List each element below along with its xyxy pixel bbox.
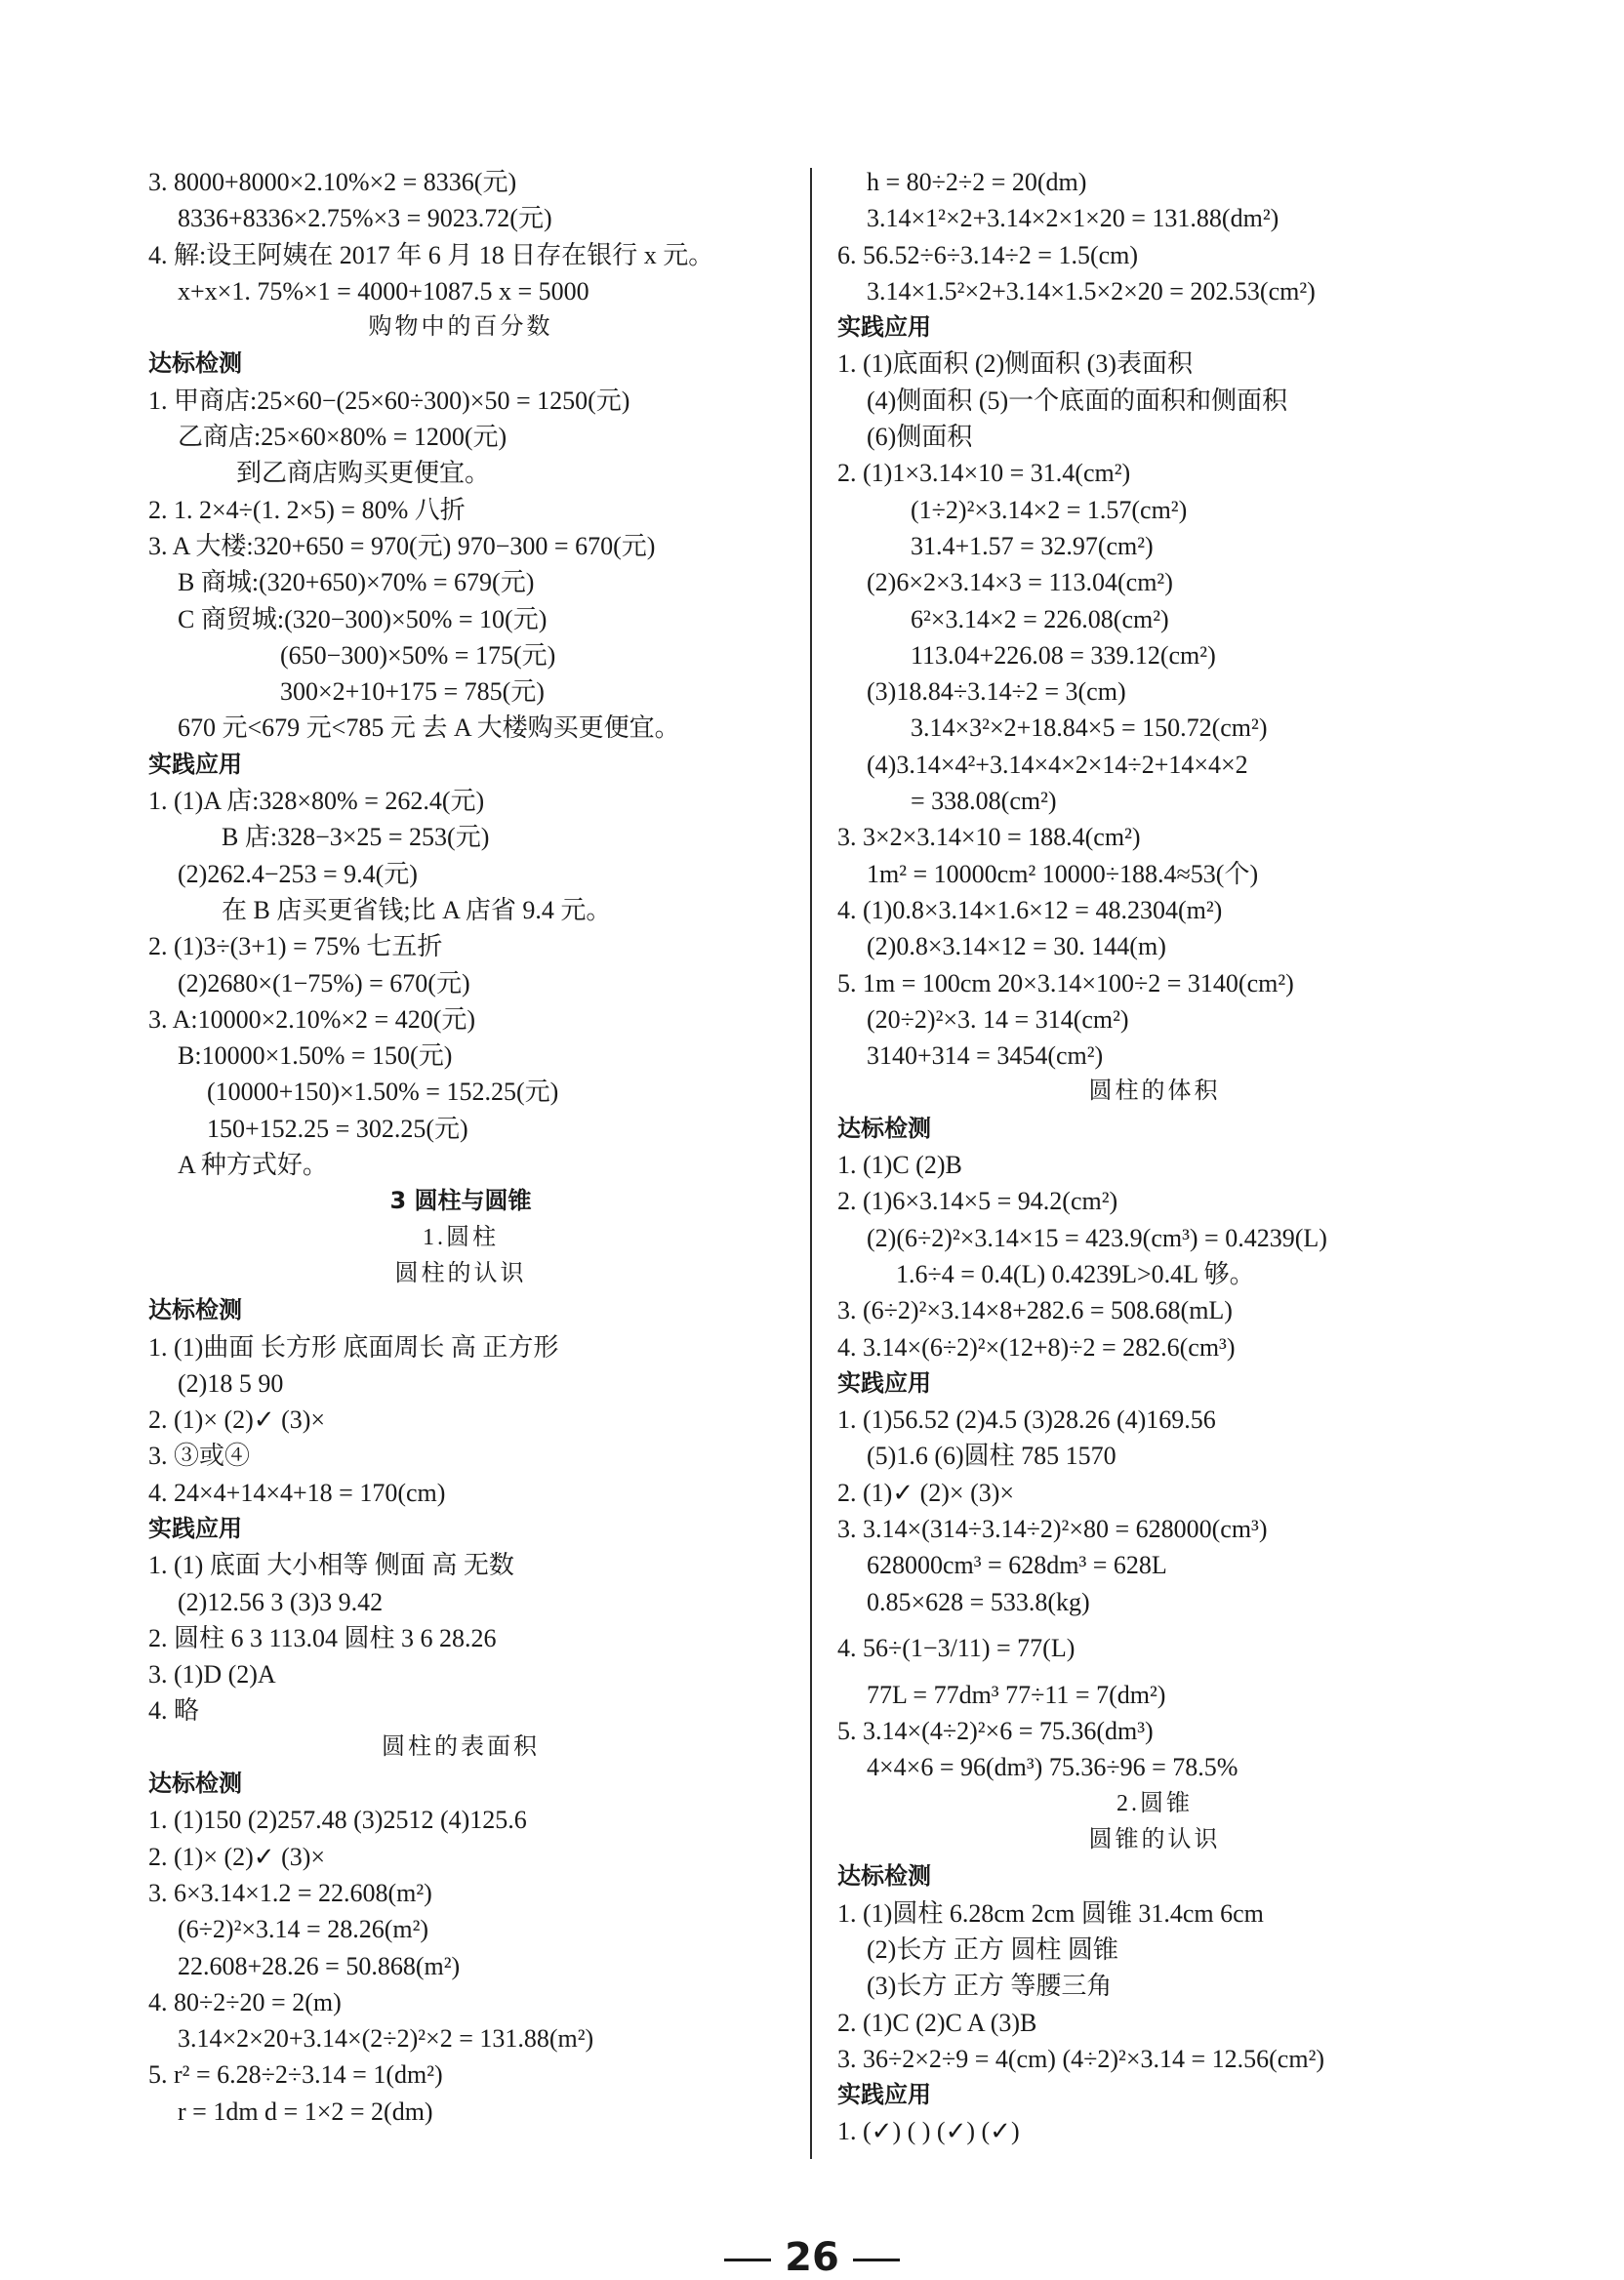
answer-line: 到乙商店购买更便宜。: [236, 459, 491, 488]
answer-line: A 种方式好。: [178, 1151, 328, 1180]
answer-line: 3.14×1.5²×2+3.14×1.5×2×20 = 202.53(cm²): [867, 276, 1316, 305]
answer-line: (2)12.56 3 (3)3 9.42: [178, 1587, 384, 1616]
answer-line: (1÷2)²×3.14×2 = 1.57(cm²): [911, 495, 1188, 524]
answer-line: 31.4+1.57 = 32.97(cm²): [911, 531, 1154, 560]
section-heading: 达标检测: [837, 1862, 931, 1891]
answer-line: 3. 8000+8000×2.10%×2 = 8336(元): [148, 168, 517, 196]
answer-line: (2)(6÷2)²×3.14×15 = 423.9(cm³) = 0.4239(L): [867, 1223, 1327, 1252]
answer-line: (2)0.8×3.14×12 = 30. 144(m): [867, 932, 1166, 961]
answer-line: 3. (6÷2)²×3.14×8+282.6 = 508.68(mL): [837, 1296, 1233, 1325]
page-number: [0, 2235, 1624, 2280]
answer-line: 4. 略: [148, 1696, 200, 1726]
right-column: [837, 164, 1472, 2150]
answer-line: 5. r² = 6.28÷2÷3.14 = 1(dm²): [148, 2060, 443, 2090]
answer-line: 2. (1)C (2)C A (3)B: [837, 2008, 1037, 2037]
answer-line: (4)3.14×4²+3.14×4×2×14÷2+14×4×2: [867, 750, 1248, 779]
answer-line: 4. 3.14×(6÷2)²×(12+8)÷2 = 282.6(cm³): [837, 1332, 1236, 1362]
answer-line: r = 1dm d = 1×2 = 2(dm): [178, 2097, 433, 2126]
topic-title: 2.圆锥: [1116, 1790, 1193, 1816]
answer-line: C 商贸城:(320−300)×50% = 10(元): [178, 604, 548, 633]
section-heading: 达标检测: [148, 1296, 242, 1324]
answer-line: 1. (1)150 (2)257.48 (3)2512 (4)125.6: [148, 1806, 527, 1835]
answer-line: (6÷2)²×3.14 = 28.26(m²): [178, 1915, 429, 1944]
page-number-rule-left: [724, 2259, 771, 2261]
answer-line: 6. 56.52÷6÷3.14÷2 = 1.5(cm): [837, 240, 1139, 269]
answer-line: 1. (1)56.52 (2)4.5 (3)28.26 (4)169.56: [837, 1405, 1216, 1435]
answer-line: (2)2680×(1−75%) = 670(元): [178, 968, 470, 998]
answer-line: 1. (1)曲面 长方形 底面周长 高 正方形: [148, 1332, 559, 1362]
answer-line: (5)1.6 (6)圆柱 785 1570: [867, 1442, 1116, 1471]
answer-line: 4. 56÷(1−3/11) = 77(L): [837, 1633, 1076, 1662]
answer-line: 3.14×2×20+3.14×(2÷2)²×2 = 131.88(m²): [178, 2024, 594, 2054]
answer-line: (3)长方 正方 等腰三角: [867, 1972, 1113, 2001]
answer-line: (10000+150)×1.50% = 152.25(元): [207, 1078, 559, 1107]
answer-line: 670 元<679 元<785 元 去 A 大楼购买更便宜。: [178, 713, 680, 743]
answer-line: (4)侧面积 (5)一个底面的面积和侧面积: [867, 386, 1288, 415]
section-heading: 实践应用: [148, 1514, 242, 1542]
section-heading: 实践应用: [837, 2081, 931, 2109]
topic-title: 圆柱的体积: [1088, 1079, 1221, 1105]
section-heading: 达标检测: [148, 349, 242, 378]
answer-line: 1. (1)A 店:328×80% = 262.4(元): [148, 787, 485, 816]
column-divider: [810, 168, 812, 2159]
answer-line: 4. 80÷2÷20 = 2(m): [148, 1987, 342, 2016]
answer-line: 300×2+10+175 = 785(元): [280, 677, 545, 707]
answer-line: 113.04+226.08 = 339.12(cm²): [911, 640, 1216, 670]
answer-line: 4×4×6 = 96(dm³) 75.36÷96 = 78.5%: [867, 1753, 1238, 1782]
section-heading: 实践应用: [148, 750, 242, 778]
answer-line: 3. ③或④: [148, 1442, 251, 1471]
answer-line: (20÷2)²×3. 14 = 314(cm²): [867, 1004, 1129, 1034]
left-column: [148, 164, 773, 2130]
answer-line: 1. (1)底面积 (2)侧面积 (3)表面积: [837, 349, 1193, 379]
answer-line: 4. 24×4+14×4+18 = 170(cm): [148, 1478, 446, 1507]
answer-line: B 店:328−3×25 = 253(元): [222, 823, 490, 852]
answer-line: B:10000×1.50% = 150(元): [178, 1041, 453, 1071]
answer-line: 5. 1m = 100cm 20×3.14×100÷2 = 3140(cm²): [837, 968, 1294, 998]
answer-line: 5. 3.14×(4÷2)²×6 = 75.36(dm³): [837, 1717, 1154, 1746]
topic-title: 3 圆柱与圆锥: [389, 1187, 532, 1215]
answer-line: 3. 3×2×3.14×10 = 188.4(cm²): [837, 823, 1141, 852]
topic-title: 1.圆柱: [423, 1224, 499, 1250]
answer-line: 1. (✓) ( ) (✓) (✓): [837, 2117, 1020, 2146]
answer-line: 1. (1)C (2)B: [837, 1151, 962, 1180]
answer-line: 2. (1)× (2)✓ (3)×: [148, 1405, 326, 1435]
answer-line: 1m² = 10000cm² 10000÷188.4≈53(个): [867, 859, 1259, 888]
answer-line: 3. A:10000×2.10%×2 = 420(元): [148, 1004, 476, 1034]
answer-line: 2. 1. 2×4÷(1. 2×5) = 80% 八折: [148, 495, 466, 524]
answer-line: B 商城:(320+650)×70% = 679(元): [178, 568, 535, 597]
section-heading: 实践应用: [837, 313, 931, 342]
answer-line: 2. (1)3÷(3+1) = 75% 七五折: [148, 932, 443, 961]
section-heading: 实践应用: [837, 1368, 931, 1397]
section-heading: 达标检测: [148, 1770, 242, 1798]
answer-line: (2)6×2×3.14×3 = 113.04(cm²): [867, 568, 1173, 597]
answer-line: 3. A 大楼:320+650 = 970(元) 970−300 = 670(元): [148, 531, 656, 560]
answer-line: 2. 圆柱 6 3 113.04 圆柱 3 6 28.26: [148, 1623, 497, 1652]
topic-title: 圆锥的认识: [1088, 1827, 1221, 1853]
answer-line: 3. 36÷2×2÷9 = 4(cm) (4÷2)²×3.14 = 12.56(cm²): [837, 2044, 1325, 2073]
answer-line: 3140+314 = 3454(cm²): [867, 1041, 1104, 1071]
answer-line: h = 80÷2÷2 = 20(dm): [867, 168, 1087, 196]
answer-line: 4. (1)0.8×3.14×1.6×12 = 48.2304(m²): [837, 895, 1223, 924]
page-number-text: 26: [785, 2235, 839, 2280]
answer-line: (2)18 5 90: [178, 1368, 284, 1398]
answer-line: 1. (1)圆柱 6.28cm 2cm 圆锥 31.4cm 6cm: [837, 1898, 1264, 1928]
answer-line: 77L = 77dm³ 77÷11 = 7(dm²): [867, 1680, 1166, 1709]
answer-line: (2)262.4−253 = 9.4(元): [178, 859, 418, 888]
answer-line: 3. 3.14×(314÷3.14÷2)²×80 = 628000(cm³): [837, 1514, 1268, 1543]
answer-line: (2)长方 正方 圆柱 圆锥: [867, 1934, 1118, 1964]
topic-title: 圆柱的认识: [394, 1260, 527, 1286]
topic-title: 圆柱的表面积: [382, 1733, 540, 1760]
answer-line: (6)侧面积: [867, 423, 973, 452]
answer-line: 6²×3.14×2 = 226.08(cm²): [911, 604, 1169, 633]
answer-line: = 338.08(cm²): [911, 787, 1057, 816]
page-number-rule-right: [853, 2259, 900, 2261]
answer-line: 2. (1)× (2)✓ (3)×: [148, 1842, 326, 1871]
answer-line: 1. (1) 底面 大小相等 侧面 高 无数: [148, 1551, 514, 1580]
answer-line: 150+152.25 = 302.25(元): [207, 1114, 468, 1143]
topic-title: 购物中的百分数: [368, 314, 553, 341]
answer-line: 628000cm³ = 628dm³ = 628L: [867, 1551, 1167, 1580]
answer-line: x+x×1. 75%×1 = 4000+1087.5 x = 5000: [178, 276, 589, 305]
answer-line: 0.85×628 = 533.8(kg): [867, 1587, 1090, 1616]
answer-line: 乙商店:25×60×80% = 1200(元): [178, 423, 508, 452]
answer-line: (650−300)×50% = 175(元): [280, 640, 556, 670]
answer-line: 2. (1)6×3.14×5 = 94.2(cm²): [837, 1187, 1118, 1216]
answer-line: 8336+8336×2.75%×3 = 9023.72(元): [178, 204, 552, 233]
answer-line: 3.14×1²×2+3.14×2×1×20 = 131.88(dm²): [867, 204, 1279, 233]
answer-line: 4. 解:设王阿姨在 2017 年 6 月 18 日存在银行 x 元。: [148, 240, 714, 269]
answer-line: 2. (1)1×3.14×10 = 31.4(cm²): [837, 459, 1131, 488]
section-heading: 达标检测: [837, 1114, 931, 1142]
answer-line: 3.14×3²×2+18.84×5 = 150.72(cm²): [911, 713, 1268, 743]
answer-line: 在 B 店买更省钱;比 A 店省 9.4 元。: [222, 895, 612, 924]
answer-line: 3. (1)D (2)A: [148, 1660, 276, 1690]
answer-line: 3. 6×3.14×1.2 = 22.608(m²): [148, 1878, 432, 1907]
answer-line: 1.6÷4 = 0.4(L) 0.4239L>0.4L 够。: [896, 1259, 1255, 1288]
answer-line: (3)18.84÷3.14÷2 = 3(cm): [867, 677, 1126, 707]
answer-line: 1. 甲商店:25×60−(25×60÷300)×50 = 1250(元): [148, 386, 630, 415]
answer-line: 2. (1)✓ (2)× (3)×: [837, 1478, 1015, 1507]
answer-line: 22.608+28.26 = 50.868(m²): [178, 1951, 461, 1980]
